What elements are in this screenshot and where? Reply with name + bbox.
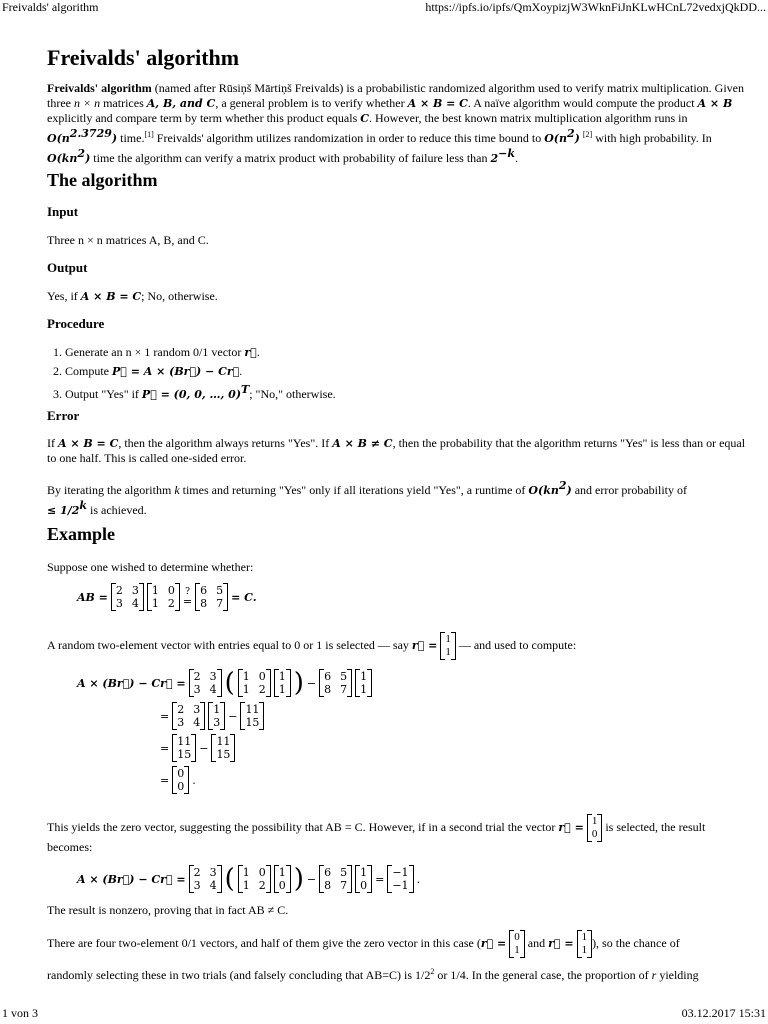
example-second-trial: This yields the zero vector, suggesting the possibility that AB = C. However, if in a second trial the vector r⃗ = 1 0 is selected, the result bbox=[47, 815, 706, 840]
input-text: Three n × n matrices A, B, and C. bbox=[47, 233, 209, 247]
matrix-b: 1 0 1 2 bbox=[147, 583, 180, 611]
heading-input: Input bbox=[47, 204, 79, 219]
equation-ab-c: AB = 2 3 3 4 1 0 1 2 ? = 6 5 8 7 = C. bbox=[77, 584, 257, 610]
intro-bold: Freivalds' algorithm bbox=[47, 81, 152, 95]
print-footer bbox=[0, 1006, 768, 1022]
matrix-c: 6 5 8 7 bbox=[195, 583, 228, 611]
page-number: 1 von 3 bbox=[2, 1006, 38, 1020]
error-paragraph-2: By iterating the algorithm k times and returning "Yes" only if all iterations yield "Yes", a runtime of $O(kn^2)$ and error probability of ≤ $1/2^k$ is achieved. bbox=[47, 479, 687, 517]
heading-error: Error bbox=[47, 408, 80, 423]
print-header bbox=[0, 0, 768, 14]
header-title: Freivalds' algorithm bbox=[2, 0, 99, 14]
heading-procedure: Procedure bbox=[47, 316, 105, 331]
example-nonzero: The result is nonzero, proving that in fact AB ≠ C. bbox=[47, 903, 289, 917]
computation-second-trial: A × (Br⃗) − Cr⃗ = 2 3 3 4 ( 1 0 1 2 1 0 ) − 6 5 8 7 1 0 = −1 −1 . bbox=[77, 864, 421, 894]
heading-example: Example bbox=[47, 524, 116, 544]
print-datetime: 03.12.2017 15:31 bbox=[681, 1006, 766, 1020]
procedure-list bbox=[47, 343, 336, 404]
heading-algorithm: The algorithm bbox=[47, 170, 158, 190]
computation-line-4: = 0 0 . bbox=[160, 767, 196, 793]
intro-paragraph: Freivalds' algorithm (named after Rūsiņš Mārtiņš Freivalds) is a probabilistic randomized algorithm used to verify matrix multiplication. Given three n × n matrices A, B, and C, a general problem is to verify whether A × B = C. A naïve algorithm would compute the product A × B explicitly and compare term by term whether this product equals C. However, the best known matrix multiplication algorithm runs in $O(n^{2.3729})$ time.[1] Freivalds' algorithm utilizes randomization in order to reduce this time bound to $O(n^2)$ [2] with high probability. In $O(kn^2)$ time the algorithm can verify a matrix product with probability of failure less than $2^{-k}$. bbox=[47, 81, 744, 165]
error-paragraph-1: If A × B = C, then the algorithm always returns "Yes". If A × B ≠ C, then the probability that the algorithm returns "Yes" is less than or equal to one half. This is called one-sided error. bbox=[47, 436, 746, 465]
example-random-vector: A random two-element vector with entries equal to 0 or 1 is selected — say r⃗ = 1 1 — and used to compute: bbox=[47, 633, 577, 658]
computation-line-2: = 2 3 3 4 1 3 − 11 15 bbox=[160, 702, 264, 730]
header-url[interactable]: https://ipfs.io/ipfs/QmXoypizjW3WknFiJnKLwHCnL72vedxjQkDD... bbox=[425, 0, 766, 14]
ref-1-link[interactable]: [1] bbox=[144, 130, 154, 139]
computation-line-1: A × (Br⃗) − Cr⃗ = 2 3 3 4 ( 1 0 1 2 1 1 ) − 6 5 8 7 1 1 bbox=[77, 669, 372, 697]
matrix-a: 2 3 3 4 bbox=[111, 583, 144, 611]
list-item: 2. Compute P⃗ = A × (Br⃗) − Cr⃗. bbox=[65, 362, 336, 381]
list-item: 3. Output "Yes" if P⃗ = (0, 0, …, 0)$^T$; "No," otherwise. bbox=[65, 381, 336, 404]
output-text: Yes, if A × B = C; No, otherwise. bbox=[47, 289, 218, 303]
example-becomes: becomes: bbox=[47, 840, 93, 854]
example-intro: Suppose one wished to determine whether: bbox=[47, 560, 254, 574]
heading-output: Output bbox=[47, 260, 88, 275]
example-probability: There are four two-element 0/1 vectors, and half of them give the zero vector in this case (r⃗ = 0 1 and r⃗ = 1 1 ), so the chance of randomly selecting these in two trials (and falsely concluding that AB=C) is $1/2^2$ or 1/4. In the general case, the proportion of r yielding bbox=[47, 931, 699, 983]
page-title: Freivalds' algorithm bbox=[47, 45, 240, 70]
computation-line-3: = 11 15 − 11 15 bbox=[160, 734, 235, 762]
list-item: 1. Generate an n × 1 random 0/1 vector r⃗. bbox=[65, 343, 336, 362]
ref-2-link[interactable]: [2] bbox=[582, 130, 593, 139]
